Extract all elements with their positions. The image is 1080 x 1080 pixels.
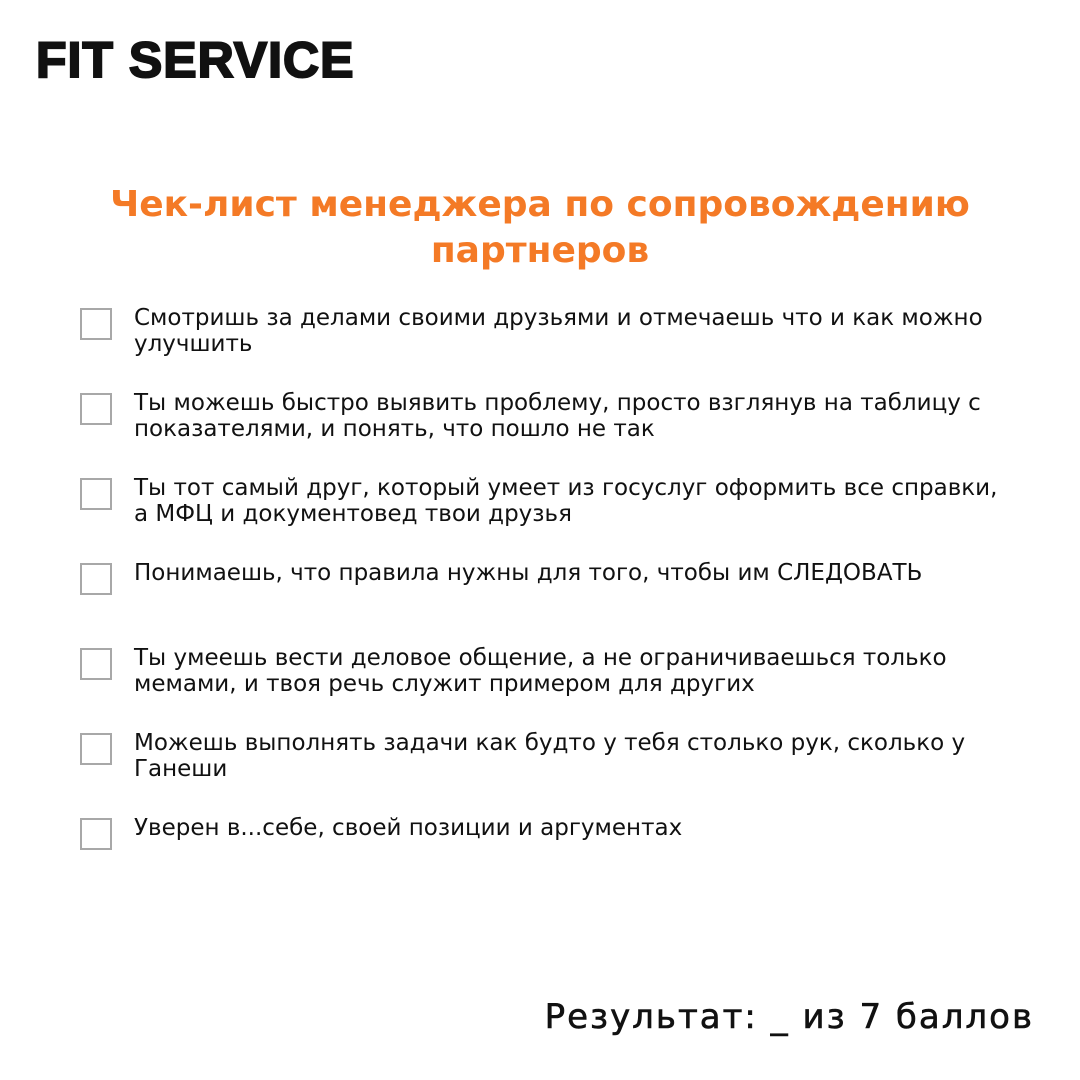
checkbox[interactable] [80, 818, 112, 850]
checkbox[interactable] [80, 563, 112, 595]
checklist-item-label: Можешь выполнять задачи как будто у тебя столько рук, сколько у Ганеши [134, 730, 966, 782]
checklist-item [78, 390, 1018, 475]
checkbox[interactable] [80, 308, 112, 340]
checklist-item-label: Ты умеешь вести деловое общение, а не ограничиваешься только мемами, и твоя речь служит примером для других [134, 645, 947, 697]
checklist-item [78, 305, 1018, 390]
checkbox[interactable] [80, 733, 112, 765]
checklist-item [78, 645, 1018, 730]
checklist-item-label: Ты тот самый друг, который умеет из госуслуг оформить все справки, а МФЦ и документовед твои друзья [134, 475, 998, 527]
result-score: Результат: _ из 7 баллов [544, 997, 1034, 1037]
checklist-item [78, 560, 1018, 645]
checkbox[interactable] [80, 478, 112, 510]
checklist-item [78, 730, 1018, 815]
checklist-item-label: Смотришь за делами своими друзьями и отмечаешь что и как можно улучшить [134, 305, 983, 357]
checklist-item-label: Уверен в...себе, своей позиции и аргументах [134, 815, 683, 841]
checklist-item-label: Ты можешь быстро выявить проблему, просто взглянув на таблицу с показателями, и понять, что пошло не так [134, 390, 981, 442]
checklist-item [78, 475, 1018, 560]
page-title: Чек-лист менеджера по сопровождению партнеров [110, 184, 970, 271]
checklist-item-label: Понимаешь, что правила нужны для того, чтобы им СЛЕДОВАТЬ [134, 560, 923, 586]
brand-logo: FIT SERVICE [36, 32, 355, 88]
checklist [78, 305, 1018, 900]
checklist-item [78, 815, 1018, 900]
checkbox[interactable] [80, 648, 112, 680]
checkbox[interactable] [80, 393, 112, 425]
